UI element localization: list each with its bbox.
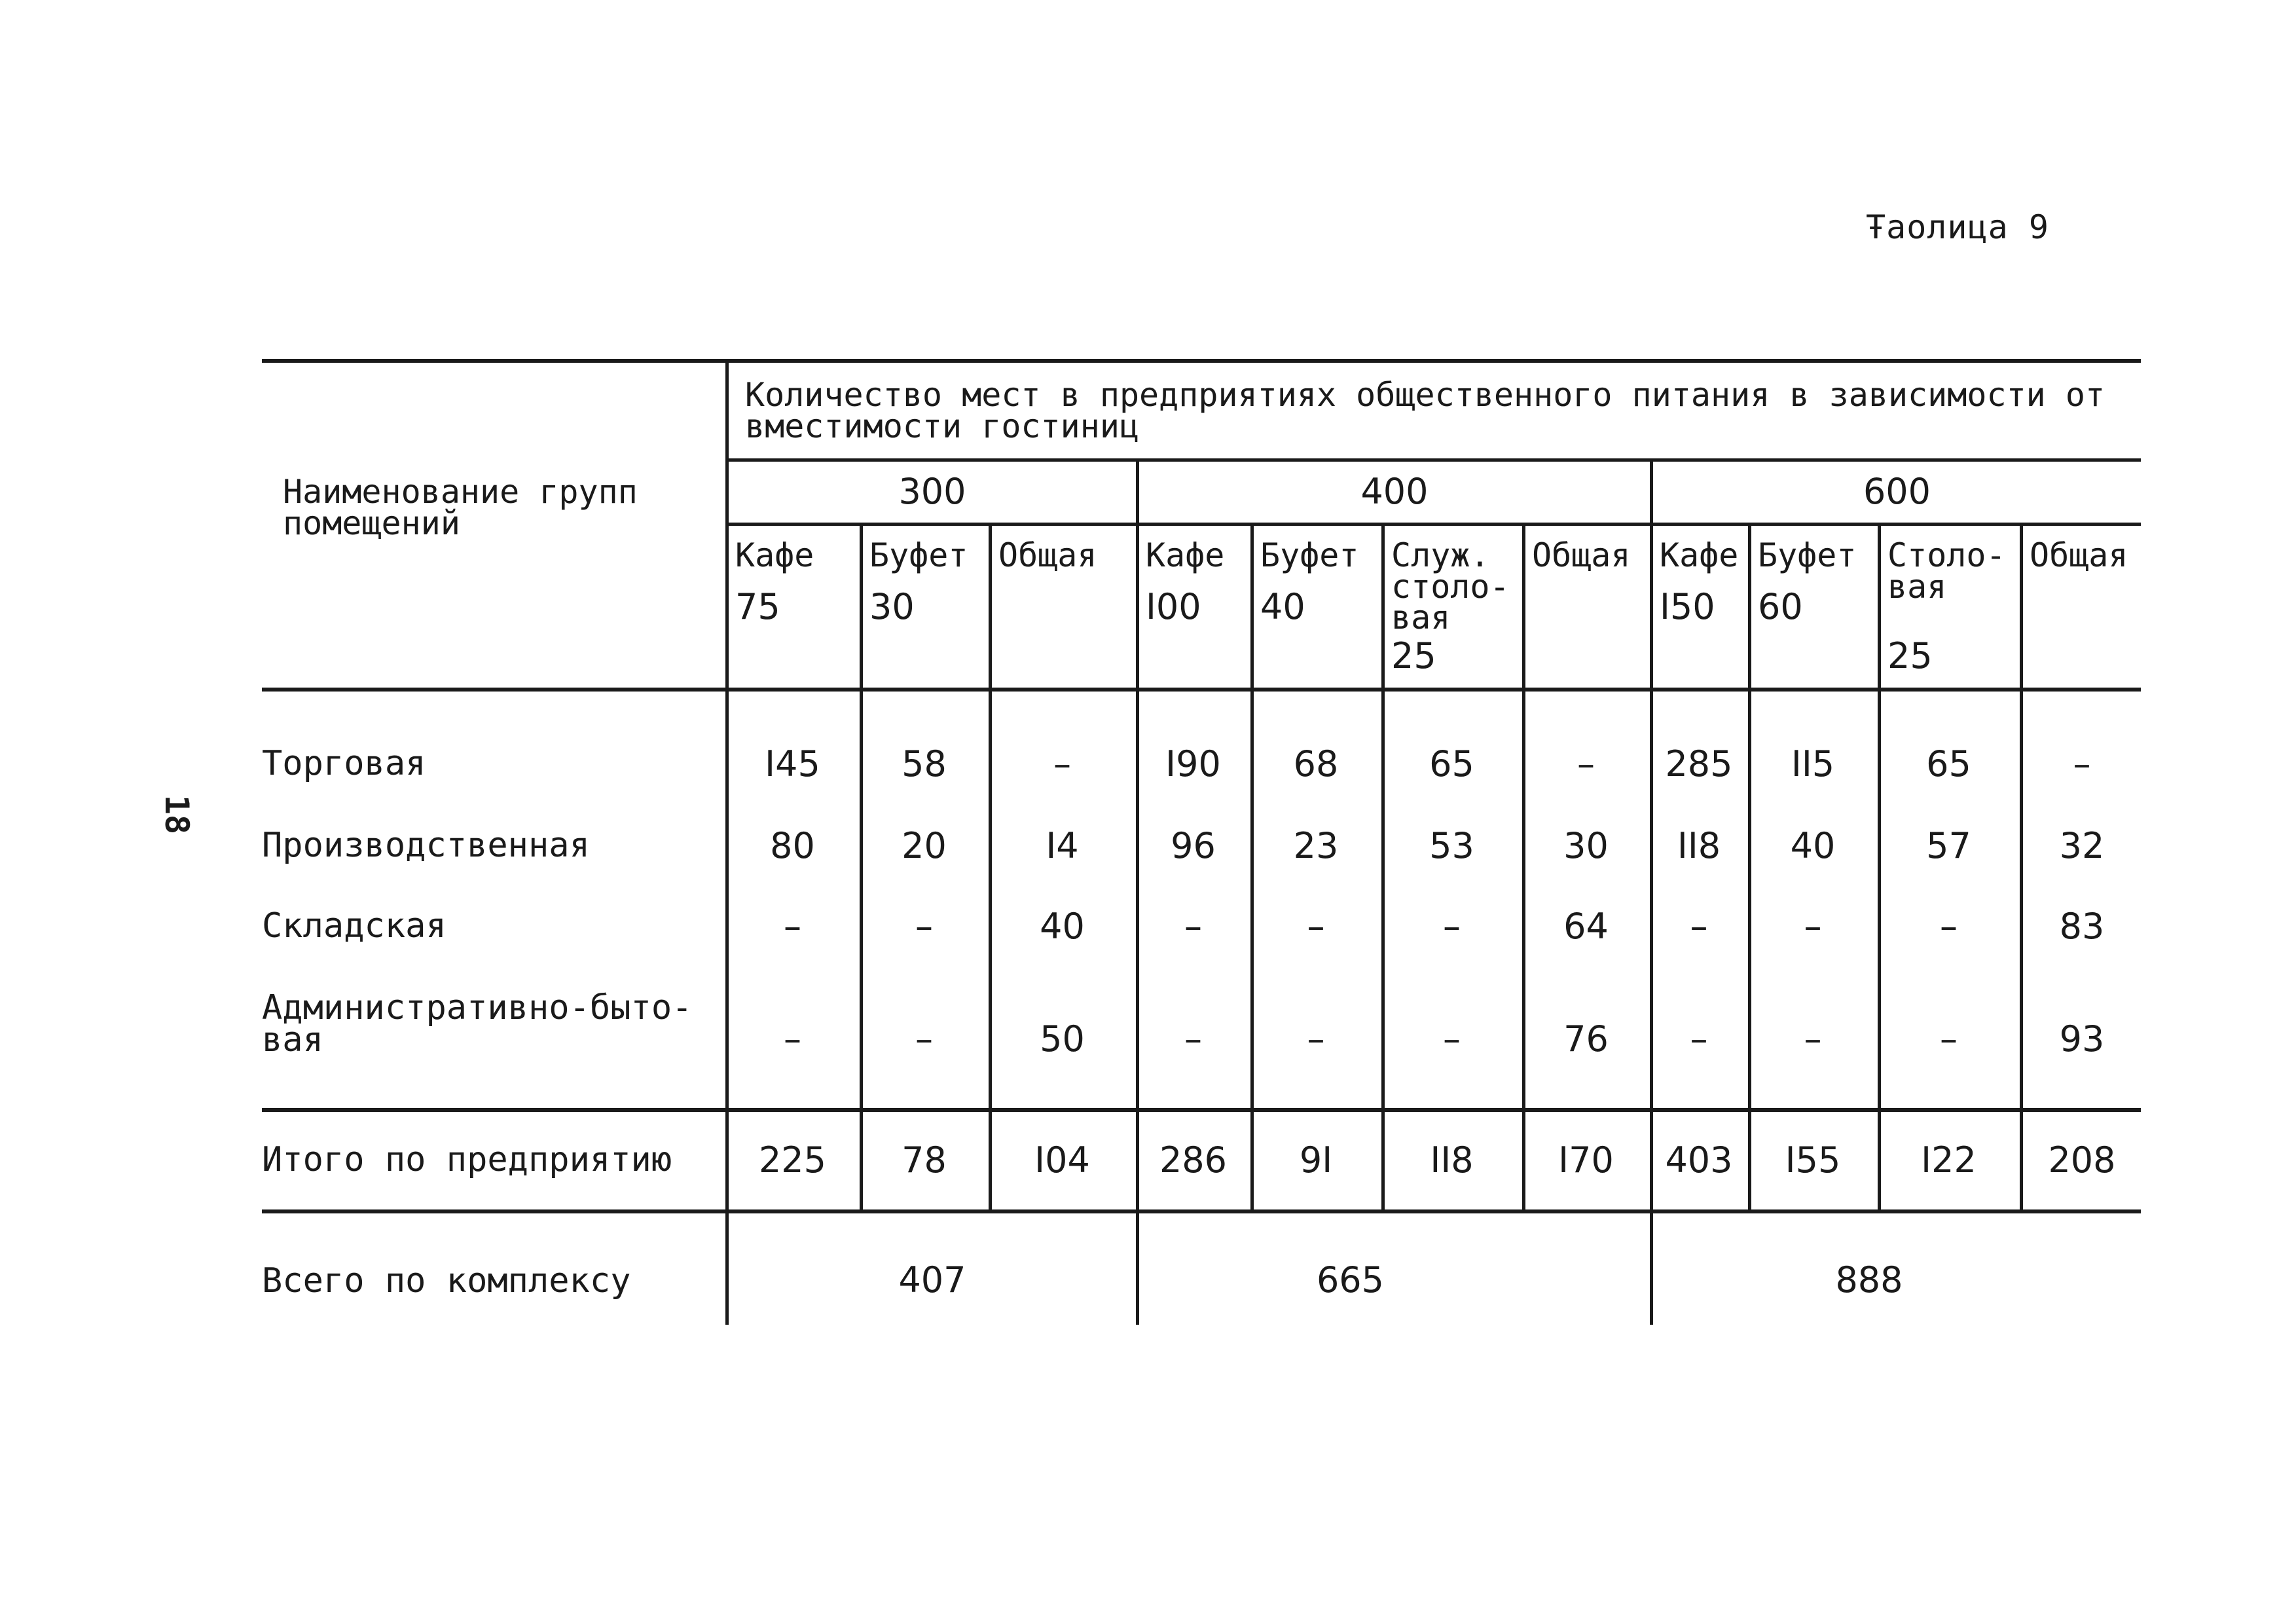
row-label: Складская [262,906,446,946]
column-header-name: Кафе [1146,536,1225,574]
capacity-rule [727,523,2141,526]
row-label: Административно-быто- вая [262,988,693,1060]
group-divider-1 [1136,460,1139,1325]
subtotal-cell: 403 [1665,1139,1733,1181]
table-cell: – [1307,1018,1325,1060]
column-header-seats: 30 [869,586,915,627]
table-cell: 20 [902,825,947,866]
col-divider [2020,524,2023,1211]
table-cell: 50 [1040,1018,1085,1060]
table-cell: – [1804,1018,1822,1060]
table-cell: – [1940,1018,1958,1060]
table-cell: – [1307,906,1325,947]
table-cell: 64 [1563,906,1609,947]
column-header-name: Буфет [1260,536,1359,574]
header-bottom-rule [262,688,2141,692]
super-header: Количество мест в предприятиях общественного питания в зависимости от вместимости гостиниц [745,376,2105,445]
column-header-seats: 75 [735,586,780,627]
subtotal-cell: I04 [1034,1139,1090,1181]
subtotal-cell: 78 [902,1139,947,1181]
table-cell: – [1443,906,1461,947]
column-header-name: Кафе [1660,536,1739,574]
table-cell: 32 [2059,825,2105,866]
table-cell: 53 [1429,825,1474,866]
table-cell: 65 [1429,743,1474,784]
table-cell: – [784,1018,801,1060]
total-300: 407 [898,1259,966,1301]
table-cell: – [1184,1018,1202,1060]
super-header-rule [727,458,2141,462]
table-cell: 96 [1171,825,1216,866]
subtotal-cell: I22 [1921,1139,1977,1181]
col-divider [1878,524,1881,1211]
table-cell: 83 [2059,906,2105,947]
subtotal-cell: 225 [758,1139,827,1181]
table-cell: – [1184,906,1202,947]
table-cell: 65 [1926,743,1971,784]
table-cell: 76 [1563,1018,1609,1060]
table-cell: – [1053,743,1071,784]
column-header-seats: I50 [1660,586,1715,627]
col-divider [1748,524,1751,1211]
stub-header: Наименование групп помещений [283,473,638,542]
capacity-600: 600 [1863,471,1931,512]
row-label: Производственная [262,826,590,865]
column-header-name: Буфет [1758,536,1857,574]
subtotal-cell: I70 [1558,1139,1614,1181]
table-cell: I90 [1165,743,1221,784]
table-cell: 57 [1926,825,1971,866]
table-cell: – [1577,743,1595,784]
subtotal-cell: I55 [1785,1139,1841,1181]
column-header-seats: 40 [1260,586,1305,627]
subtotal-cell: 286 [1159,1139,1228,1181]
table-cell: 93 [2059,1018,2105,1060]
column-header-name: Кафе [735,536,814,574]
table-cell: – [915,906,933,947]
column-header-seats: 25 [1887,635,1933,676]
col-divider [1522,524,1525,1211]
total-400: 665 [1316,1259,1385,1301]
table-cell: 58 [902,743,947,784]
capacity-400: 400 [1360,471,1429,512]
table-cell: 30 [1563,825,1609,866]
total-label: Всего по комплексу [262,1261,631,1301]
capacity-300: 300 [898,471,966,512]
table-cell: – [2073,743,2091,784]
table-cell: II5 [1791,743,1835,784]
column-header-name: Общая [1532,536,1631,574]
col-divider [1250,524,1254,1211]
top-rule [262,359,2141,363]
table-cell: – [1940,906,1958,947]
col-divider [1381,524,1385,1211]
subtotal-cell: 208 [2048,1139,2116,1181]
column-header-name: Общая [998,536,1097,574]
row-label: Торговая [262,744,426,783]
table-title: Ŧаолица 9 [1866,208,2049,246]
column-header-name: Буфет [869,536,968,574]
table-cell: – [784,906,801,947]
table-cell: 68 [1293,743,1339,784]
table-cell: 285 [1665,743,1733,784]
subtotal-cell: II8 [1430,1139,1474,1181]
body-bottom-rule [262,1108,2141,1112]
col-divider [860,524,863,1211]
column-header-seats: 60 [1758,586,1803,627]
table-cell: 80 [770,825,815,866]
table-cell: – [1804,906,1822,947]
column-header-name: Общая [2030,536,2128,574]
table-cell: II8 [1677,825,1721,866]
table-cell: I45 [765,743,820,784]
total-600: 888 [1835,1259,1903,1301]
subtotal-label: Итого по предприятию [262,1140,672,1179]
column-header-name: Столо- вая [1887,536,2006,606]
group-divider-2 [1650,460,1653,1325]
page-number: 18 [158,794,196,835]
subtotal-bottom-rule [262,1209,2141,1213]
table-cell: 23 [1293,825,1339,866]
col-divider [989,524,992,1211]
column-header-seats: 25 [1391,635,1436,676]
table-cell: – [1690,1018,1708,1060]
column-header-name: Служ. столо- вая [1391,536,1510,637]
table-cell: – [1443,1018,1461,1060]
table-cell: 40 [1790,825,1836,866]
column-header-seats: I00 [1146,586,1201,627]
table-cell: I4 [1046,825,1079,866]
table-cell: – [1690,906,1708,947]
subtotal-cell: 9I [1299,1139,1333,1181]
table-cell: – [915,1018,933,1060]
table-cell: 40 [1040,906,1085,947]
